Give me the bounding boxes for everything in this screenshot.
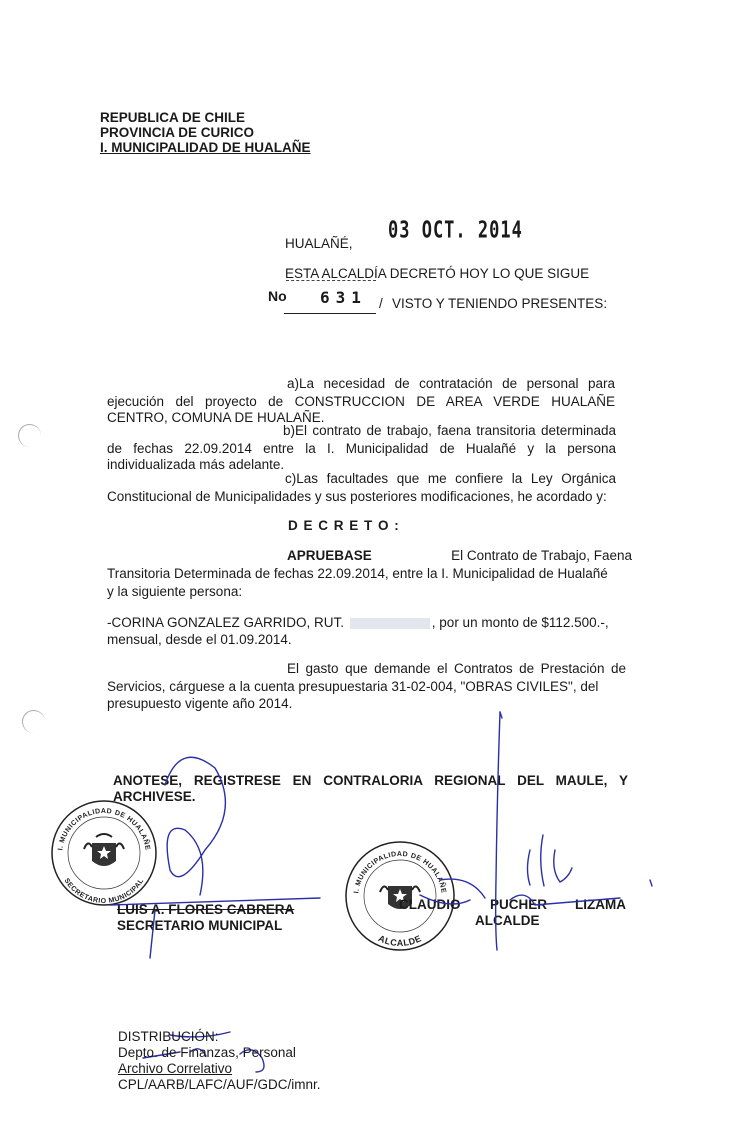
distribution-line1: Depto. de Finanzas, Personal <box>118 1045 296 1060</box>
gasto-line3: presupuesto vigente año 2014. <box>107 696 293 711</box>
distribution-line3: CPL/AARB/LAFC/AUF/GDC/imnr. <box>118 1077 321 1092</box>
signer-left-name: LUIS A. FLORES CABRERA <box>117 902 295 917</box>
gasto-line1: El gasto que demande el Contratos de Prestación de <box>287 661 626 676</box>
decree-number: 631 <box>320 288 367 307</box>
considerando-b-line3: individualizada más adelante. <box>107 457 285 472</box>
signer-right-title: ALCALDE <box>475 913 540 928</box>
seal-right-bottom-text: ALCALDE <box>376 933 424 949</box>
number-top-dash <box>286 280 376 282</box>
seal-left-bottom-text: SECRETARIO MUNICIPAL <box>62 877 146 906</box>
distribution-line2: Archivo Correlativo <box>118 1061 233 1076</box>
visto-text: VISTO Y TENIENDO PRESENTES: <box>392 296 608 311</box>
rut-redacted <box>350 618 430 629</box>
punch-hole-top <box>18 424 41 447</box>
apruebase-line3: y la siguiente persona: <box>107 584 243 599</box>
seal-left-top-text: I. MUNICIPALIDAD DE HUALAÑE <box>57 807 151 851</box>
number-underline <box>284 313 376 314</box>
apruebase-line1-wrap <box>287 548 632 564</box>
person-amount: , por un monto de $112.500.-, <box>431 615 609 630</box>
punch-hole-bottom <box>22 710 45 733</box>
date-stamp: 03 OCT. 2014 <box>388 217 523 245</box>
header-provincia: PROVINCIA DE CURICO <box>100 125 255 140</box>
number-suffix: / <box>379 296 383 311</box>
considerando-b-first: b)El contrato de trabajo, faena transitoria determinada <box>283 423 616 438</box>
apruebase-line1: El Contrato de Trabajo, Faena <box>451 548 632 563</box>
considerando-b-line2: de fechas 22.09.2014 entre la I. Municipalidad de Hualañé y la persona <box>107 441 616 456</box>
signer-left-title: SECRETARIO MUNICIPAL <box>117 918 283 933</box>
considerando-c-first: c)Las facultades que me confiere la Ley Orgánica <box>285 471 616 486</box>
apruebase-label: APRUEBASE <box>287 548 372 563</box>
considerando-a-line3: CENTRO, COMUNA DE HUALAÑE. <box>107 410 325 425</box>
signer-right-mid: PUCHER <box>490 897 548 912</box>
apruebase-line2: Transitoria Determinada de fechas 22.09.2014, entre la I. Municipalidad de Hualañé <box>107 566 608 581</box>
decree-intro: ESTA ALCALDÍA DECRETÓ HOY LO QUE SIGUE <box>285 266 590 281</box>
number-prefix: No <box>268 288 287 304</box>
header-municipalidad: I. MUNICIPALIDAD DE HUALAÑE <box>100 140 311 155</box>
seal-right-top-text: I. MUNICIPALIDAD DE HUALAÑE <box>353 850 447 894</box>
header-republica: REPUBLICA DE CHILE <box>100 110 246 125</box>
person-name: -CORINA GONZALEZ GARRIDO, RUT. <box>107 615 345 630</box>
person-line1 <box>107 615 609 631</box>
considerando-a-line2: ejecución del proyecto de CONSTRUCCION DE AREA VERDE HUALAÑE <box>107 394 615 409</box>
considerando-c-line2: Constitucional de Municipalidades y sus posteriores modificaciones, he acordado y: <box>107 489 607 504</box>
person-line2: mensual, desde el 01.09.2014. <box>107 632 292 647</box>
anotese-line1: ANOTESE, REGISTRESE EN CONTRALORIA REGIONAL DEL MAULE, Y <box>113 773 628 788</box>
decreto-title: D E C R E T O : <box>288 518 400 533</box>
anotese-line2: ARCHIVESE. <box>113 789 196 804</box>
considerando-a-first: a)La necesidad de contratación de personal para <box>287 376 615 391</box>
signer-right-last: LIZAMA <box>575 897 626 912</box>
place-name: HUALAÑÉ, <box>285 236 353 251</box>
signer-right-first: CLAUDIO <box>399 897 461 912</box>
gasto-line2: Servicios, cárguese a la cuenta presupuestaria 31-02-004, "OBRAS CIVILES", del <box>107 679 599 694</box>
distribution-title: DISTRIBUCIÓN: <box>118 1029 219 1044</box>
handwritten-signatures <box>0 700 744 1100</box>
